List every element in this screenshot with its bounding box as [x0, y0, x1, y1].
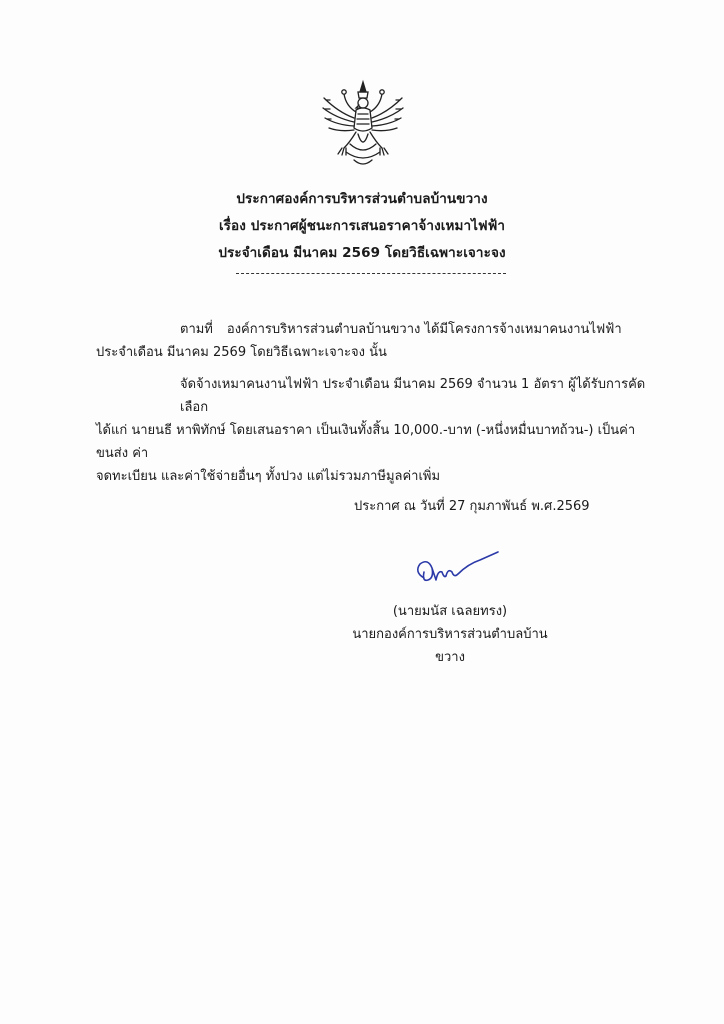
- announcement-period: ประจำเดือน มีนาคม 2569 โดยวิธีเฉพาะเจาะจง: [218, 245, 506, 261]
- paragraph-project: [96, 318, 648, 364]
- announcement-title: ประกาศองค์การบริหารส่วนตำบลบ้านขวาง: [236, 191, 488, 207]
- paragraph-winner: [96, 373, 648, 488]
- paragraph-text: องค์การบริหารส่วนตำบลบ้านขวาง ได้มีโครงการจ้างเหมาคนงานไฟฟ้า: [226, 322, 622, 337]
- announcement-date: ประกาศ ณ วันที่ 27 กุมภาพันธ์ พ.ศ.2569: [354, 499, 590, 514]
- signature-mark: [410, 548, 502, 590]
- garuda-emblem-icon: [320, 78, 406, 170]
- signer-title: นายกองค์การบริหารส่วนตำบลบ้านขวาง: [352, 627, 548, 665]
- announcement-header: [0, 186, 724, 267]
- signer-block: [340, 600, 560, 669]
- announcement-subject: เรื่อง ประกาศผู้ชนะการเสนอราคาจ้างเหมาไฟฟ้า: [218, 218, 506, 234]
- paragraph-text: จดทะเบียน และค่าใช้จ่ายอื่นๆ ทั้งปวง แต่ไม่รวมภาษีมูลค่าเพิ่ม: [96, 469, 441, 484]
- signer-name: (นายมนัส เฉลยทรง): [392, 604, 508, 619]
- header-divider: [236, 273, 506, 274]
- paragraph-text: จัดจ้างเหมาคนงานไฟฟ้า ประจำเดือน มีนาคม 2569 จำนวน 1 อัตรา ผู้ได้รับการคัดเลือก: [180, 377, 646, 415]
- paragraph-text: ประจำเดือน มีนาคม 2569 โดยวิธีเฉพาะเจาะจง นั้น: [96, 345, 387, 360]
- paragraph-text: ได้แก่ นายนธี หาพิทักษ์ โดยเสนอราคา เป็นเงินทั้งสิ้น 10,000.-บาท (-หนึ่งหมื่นบาทถ้วน-) เป็นค่าขนส่ง ค่า: [96, 423, 636, 461]
- paragraph-lead: ตามที่: [180, 322, 213, 337]
